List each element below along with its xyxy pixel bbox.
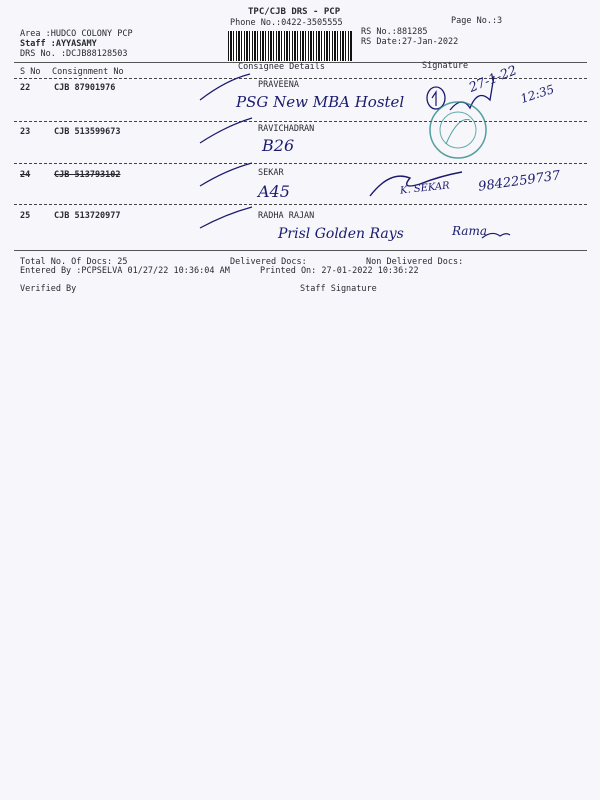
row-handwritten-address: B26: [262, 136, 295, 155]
staff-signature: Staff Signature: [300, 284, 377, 294]
handwriting-strokes: [0, 0, 600, 300]
page-number: Page No.:3: [451, 16, 503, 26]
stamp-outer-ring: [430, 102, 486, 158]
row-handwritten-address: Prisl Golden Rays: [278, 226, 404, 242]
document-title: TPC/CJB DRS - PCP: [248, 7, 341, 17]
row-handwritten-address: PSG New MBA Hostel: [236, 93, 405, 111]
ink-stroke: [200, 74, 250, 100]
row-handwritten-address: A45: [258, 182, 290, 201]
phone-number: Phone No.:0422-3505555: [230, 18, 343, 28]
row-sno: 23: [20, 127, 31, 137]
col-signature: Signature: [422, 61, 469, 71]
row-consignee-name: SEKAR: [258, 168, 284, 178]
delivered-docs: Delivered Docs:: [230, 257, 307, 267]
row-sno: 25: [20, 211, 31, 221]
row25-signature: Rama: [452, 224, 487, 238]
row-sno: 24: [20, 170, 31, 180]
stamp-inner-ring: [440, 112, 476, 148]
row24-signature-phone: 9842259737: [477, 168, 562, 195]
drs-number: DRS No. :DCJB88128503: [20, 49, 128, 59]
col-consignment-no: Consignment No: [52, 67, 124, 77]
col-sno: S No: [20, 67, 41, 77]
row-consignment-no: CJB 513793102: [54, 170, 121, 180]
ink-stroke: [200, 118, 252, 143]
row22-signature-date: 27-1-22: [467, 63, 520, 96]
rs-number: RS No.:881285: [361, 27, 428, 37]
row-consignment-no: CJB 513720977: [54, 211, 121, 221]
row-consignee-name: RAVICHADRAN: [258, 124, 315, 134]
row-consignee-name: PRAVEENA: [258, 80, 299, 90]
row24-signature-name: K. SEKAR: [399, 180, 451, 197]
area-label: Area :HUDCO COLONY PCP: [20, 29, 133, 39]
printed-on: Printed On: 27-01-2022 10:36:22: [260, 266, 419, 276]
ink-stroke: [432, 92, 436, 106]
rs-date: RS Date:27-Jan-2022: [361, 37, 459, 47]
col-consignee-details: Consignee Details: [238, 62, 325, 72]
total-docs: Total No. Of Docs: 25: [20, 257, 128, 267]
ink-stroke: [200, 207, 252, 228]
row-consignment-no: CJB 513599673: [54, 127, 121, 137]
stamp-mark: [446, 120, 470, 145]
verified-by: Verified By: [20, 284, 77, 294]
row22-signature-time: 12:35: [518, 81, 556, 107]
staff-label: Staff :AYYASAMY: [20, 39, 97, 49]
row-sno: 22: [20, 83, 31, 93]
ink-stroke: [200, 163, 252, 186]
signature-scribble: [482, 233, 510, 238]
row-consignee-name: RADHA RAJAN: [258, 211, 315, 221]
row-consignment-no: CJB 87901976: [54, 83, 116, 93]
non-delivered-docs: Non Delivered Docs:: [366, 257, 464, 267]
entered-by: Entered By :PCPSELVA 01/27/22 10:36:04 AM: [20, 266, 230, 276]
signature-scribble: [370, 172, 462, 196]
